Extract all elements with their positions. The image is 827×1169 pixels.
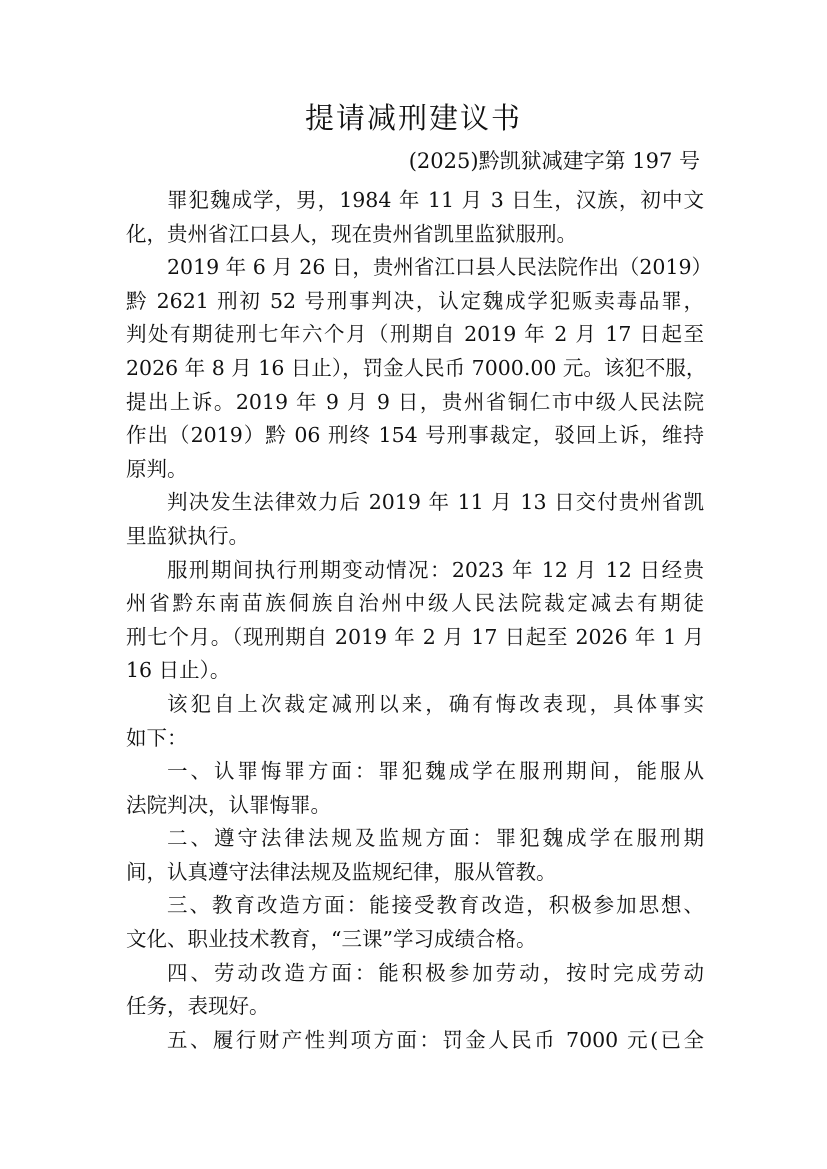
paragraph <box>126 184 704 251</box>
paragraph-line: 原判。 <box>126 456 188 481</box>
paragraph-line: 该犯自上次裁定减刑以来，确有悔改表现，具体事实 <box>167 691 704 716</box>
paragraph-line: 提出上诉。2019 年 9 月 9 日，贵州省铜仁市中级人民法院 <box>126 389 704 414</box>
paragraph-line: 州省黔东南苗族侗族自治州中级人民法院裁定减去有期徒 <box>126 591 704 616</box>
paragraph <box>126 554 704 688</box>
paragraph-line: 判决发生法律效力后 2019 年 11 月 13 日交付贵州省凯 <box>167 490 704 515</box>
paragraph-line: 黔 2621 刑初 52 号刑事判决，认定魏成学犯贩卖毒品罪， <box>126 288 704 313</box>
paragraph-line: 判处有期徒刑七年六个月（刑期自 2019 年 2 月 17 日起至 <box>126 322 704 347</box>
paragraph <box>126 486 704 553</box>
document-body <box>126 184 713 1057</box>
paragraph-line: 三、教育改造方面：能接受教育改造，积极参加思想、 <box>167 893 704 918</box>
paragraph-line: 间，认真遵守法律法规及监规纪律，服从管教。 <box>126 859 557 884</box>
paragraph-line: 如下： <box>126 725 188 750</box>
document-title: 提请减刑建议书 <box>304 101 522 135</box>
paragraph-line: 文化、职业技术教育，“三课”学习成绩合格。 <box>126 927 537 952</box>
paragraph-line: 罪犯魏成学，男，1984 年 11 月 3 日生，汉族，初中文 <box>167 188 704 212</box>
paragraph-line: 2026 年 8 月 16 日止），罚金人民币 7000.00 元。该犯不服， <box>126 355 707 380</box>
paragraph-line: 任务，表现好。 <box>126 994 270 1019</box>
paragraph <box>126 688 704 755</box>
paragraph-line: 二、遵守法律法规及监规方面：罪犯魏成学在服刑期 <box>167 826 704 851</box>
paragraph-line: 化，贵州省江口县人，现在贵州省凯里监狱服刑。 <box>126 221 577 246</box>
paragraph <box>126 957 704 1024</box>
paragraph <box>126 889 704 956</box>
paragraph-line: 四、劳动改造方面：能积极参加劳动，按时完成劳动 <box>167 960 704 985</box>
paragraph-line: 五、履行财产性判项方面：罚金人民币 7000 元(已全 <box>167 1027 704 1052</box>
paragraph <box>126 1024 704 1058</box>
paragraph <box>126 251 713 486</box>
paragraph-line: 作出（2019）黔 06 刑终 154 号刑事裁定，驳回上诉，维持 <box>126 423 704 448</box>
paragraph-line: 16 日止）。 <box>126 658 231 683</box>
paragraph-line: 刑七个月。（现刑期自 2019 年 2 月 17 日起至 2026 年 1 月 <box>126 624 704 649</box>
paragraph-line: 里监狱执行。 <box>126 523 249 548</box>
paragraph-line: 一、认罪悔罪方面：罪犯魏成学在服刑期间，能服从 <box>167 759 704 784</box>
paragraph-line: 法院判决，认罪悔罪。 <box>126 792 331 817</box>
paragraph <box>126 822 704 889</box>
paragraph-line: 2019 年 6 月 26 日，贵州省江口县人民法院作出（2019） <box>167 255 713 280</box>
document-number: (2025)黔凯狱减建字第 197 号 <box>408 149 700 173</box>
paragraph-line: 服刑期间执行刑期变动情况：2023 年 12 月 12 日经贵 <box>167 557 704 582</box>
paragraph <box>126 755 704 822</box>
